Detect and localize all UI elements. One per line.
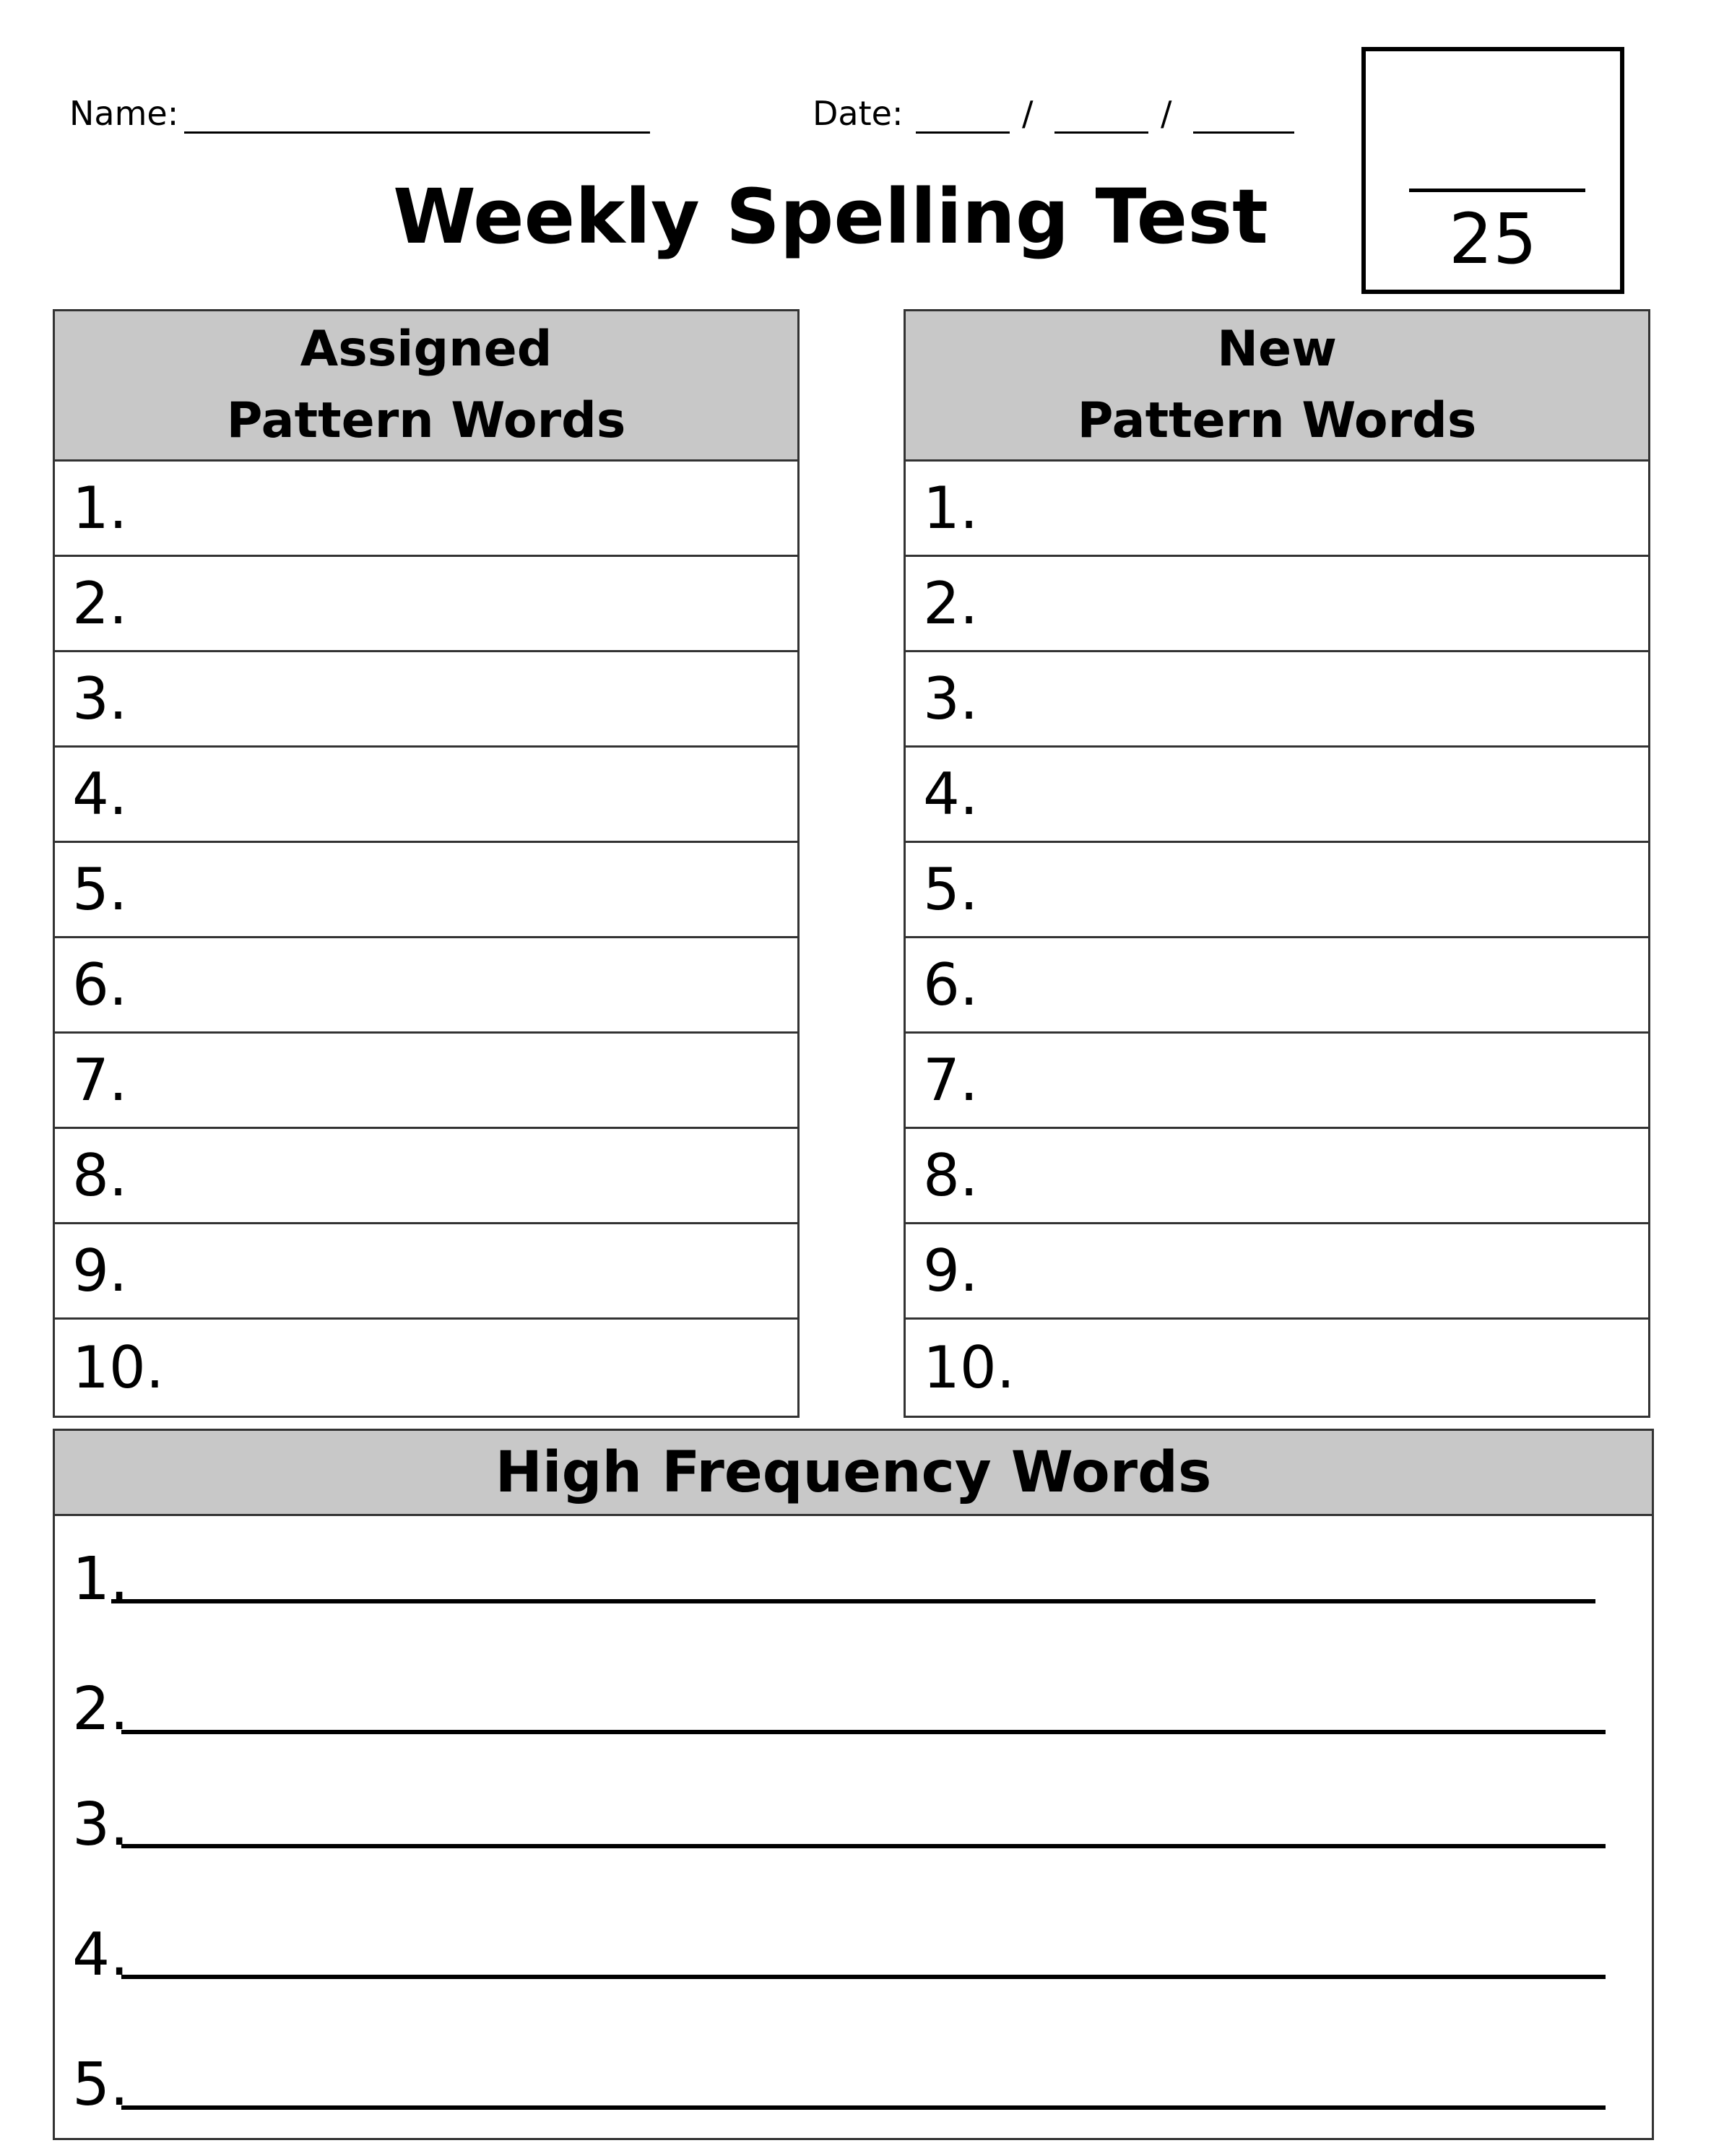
new-pattern-words-table (904, 309, 1650, 1418)
table-row[interactable]: 8. (55, 1129, 797, 1224)
table-row[interactable]: 5. (906, 843, 1648, 938)
name-label: Name: (69, 94, 179, 133)
answer-line[interactable] (121, 1730, 1606, 1734)
answer-line[interactable] (121, 1975, 1606, 1979)
table-row[interactable]: 7. (906, 1034, 1648, 1129)
answer-line[interactable] (111, 1599, 1595, 1603)
table-row[interactable]: 6. (55, 938, 797, 1034)
assigned-pattern-words-table (53, 309, 800, 1418)
table-row[interactable]: 1. (906, 462, 1648, 557)
date-month-field[interactable] (916, 131, 1010, 134)
table-header (906, 311, 1648, 462)
table-row[interactable]: 4. (55, 748, 797, 843)
answer-line[interactable] (121, 2105, 1606, 2110)
list-item-number: 5. (72, 2051, 129, 2119)
date-year-field[interactable] (1193, 131, 1294, 134)
table-row[interactable]: 6. (906, 938, 1648, 1034)
table-row[interactable]: 8. (906, 1129, 1648, 1224)
score-blank[interactable] (1409, 189, 1585, 192)
page-title: Weekly Spelling Test (393, 173, 1268, 261)
high-frequency-words-table (53, 1429, 1654, 2140)
table-header: High Frequency Words (55, 1431, 1652, 1516)
table-row[interactable]: 4. (906, 748, 1648, 843)
answer-line[interactable] (121, 1844, 1606, 1848)
score-box (1361, 47, 1624, 294)
list-item-number: 2. (72, 1675, 129, 1744)
table-row[interactable]: 5. (55, 843, 797, 938)
date-label: Date: (813, 94, 904, 133)
table-row[interactable]: 10. (923, 1333, 1015, 1401)
date-day-field[interactable] (1054, 131, 1148, 134)
table-row[interactable]: 9. (906, 1224, 1648, 1320)
list-item-number: 3. (72, 1791, 129, 1859)
table-heading-line: Pattern Words (1077, 391, 1477, 449)
table-row[interactable]: 2. (55, 557, 797, 652)
table-heading-line: Pattern Words (226, 391, 626, 449)
table-row[interactable]: 7. (55, 1034, 797, 1129)
table-row[interactable]: 10. (72, 1333, 165, 1401)
table-row[interactable]: 3. (906, 652, 1648, 748)
table-heading-line: New (1217, 320, 1337, 378)
list-item-number: 1. (72, 1545, 129, 1614)
table-heading-line: Assigned (300, 320, 553, 378)
score-total: 25 (1448, 199, 1538, 280)
name-field[interactable] (184, 131, 650, 134)
table-row[interactable]: 2. (906, 557, 1648, 652)
table-row[interactable]: 3. (55, 652, 797, 748)
date-separator: / (1022, 94, 1034, 133)
table-row[interactable]: 1. (55, 462, 797, 557)
date-separator: / (1161, 94, 1172, 133)
list-item-number: 4. (72, 1921, 129, 1989)
table-row[interactable]: 9. (55, 1224, 797, 1320)
table-header (55, 311, 797, 462)
